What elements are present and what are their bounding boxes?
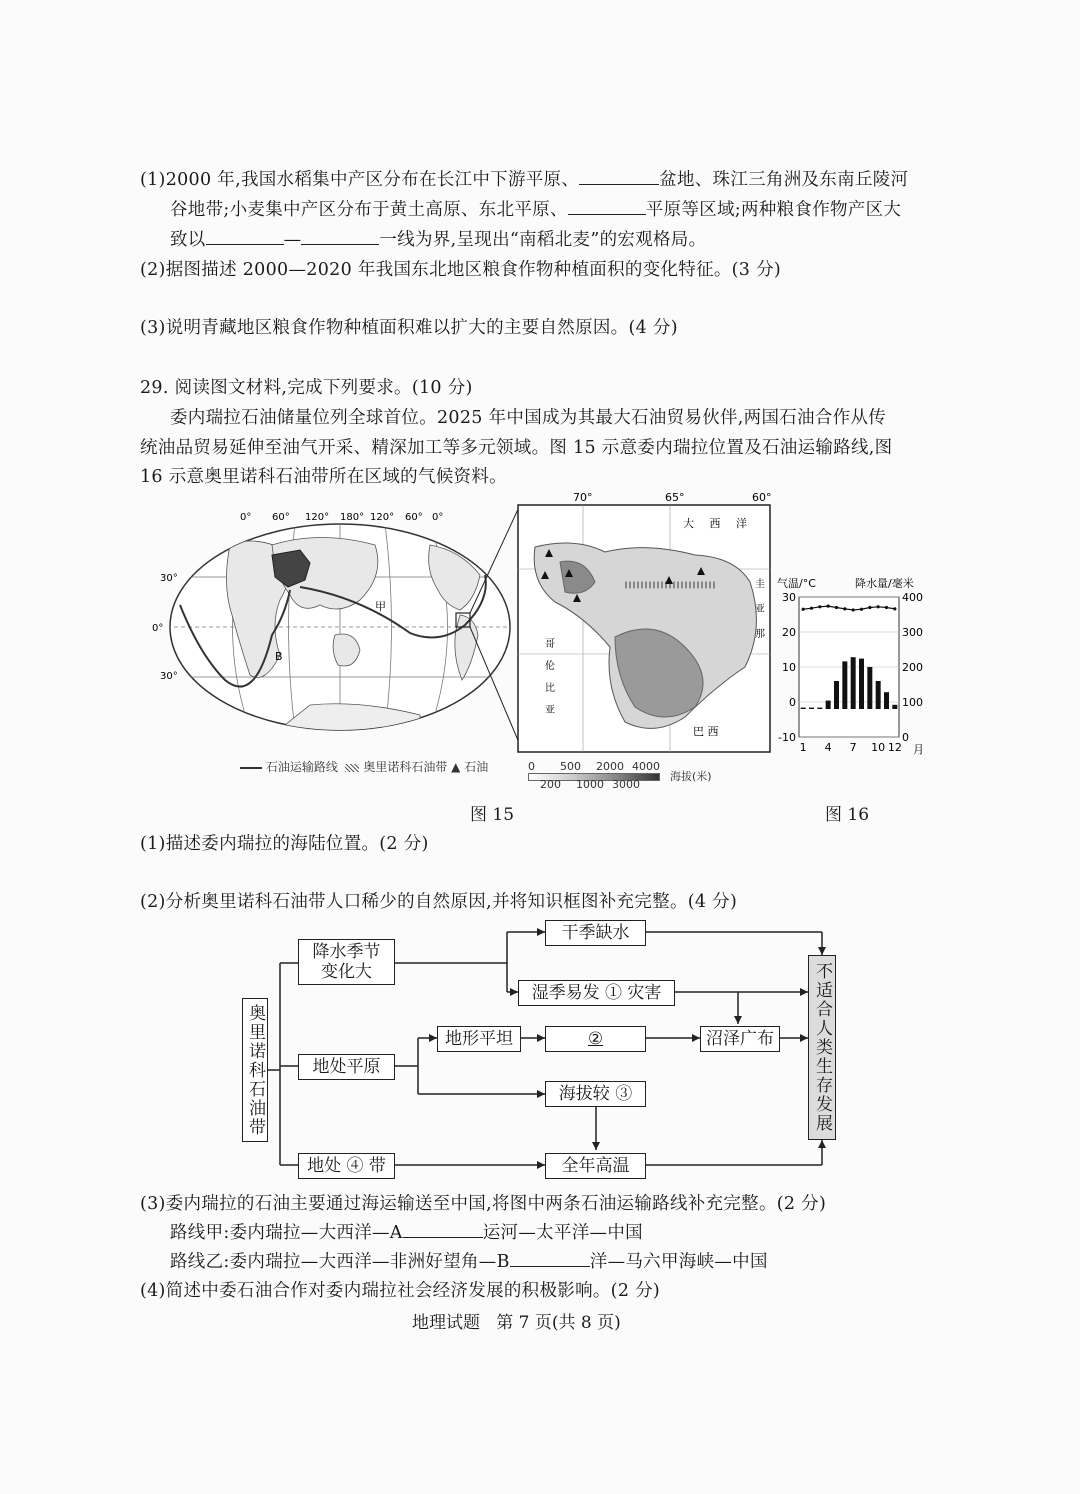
q29-intro-3: 16 示意奥里诺科石油带所在区域的气候资料。: [140, 467, 507, 487]
chart-xtick: 10: [871, 741, 886, 754]
route-label-jia: 甲: [375, 600, 386, 613]
chart-ytick-right: 300: [902, 626, 923, 639]
flow-root: 奥里诺科石油带: [242, 998, 268, 1142]
q28-p1-line1-a: (1)2000 年,我国水稻集中产区分布在长江中下游平原、: [140, 170, 580, 190]
fig15-caption: 图 15: [470, 805, 515, 825]
chart-xtick: 1: [799, 741, 807, 754]
chart-ytick-left: 0: [789, 696, 796, 709]
elevation-unit: 海拔(米): [670, 770, 712, 783]
q28-p3: (3)说明青藏地区粮食作物种植面积难以扩大的主要自然原因。(4 分): [140, 318, 678, 338]
chart-xtick: 12: [887, 741, 902, 754]
chart-ytick-left: 10: [782, 661, 796, 674]
chart-ytick-right: 0: [902, 731, 909, 744]
ocean-label: 大 西 洋: [683, 517, 753, 530]
q28-p1-line3-b: —: [283, 230, 302, 250]
colombia-label: 伦: [545, 661, 555, 672]
q29-q3-route-a: [170, 1219, 643, 1244]
q29-q4: (4)简述中委石油合作对委内瑞拉社会经济发展的积极影响。(2 分): [140, 1281, 661, 1301]
blank[interactable]: [403, 1221, 483, 1238]
q29-q3: (3)委内瑞拉的石油主要通过海运输送至中国,将图中两条石油运输路线补充完整。(2 分): [140, 1194, 827, 1214]
chart-ylabel-left: 气温/°C: [777, 577, 816, 590]
lon-label: 120°: [370, 512, 395, 523]
lon-label: 65°: [665, 491, 685, 504]
chart-ytick-left: 20: [782, 626, 796, 639]
q29-q3-route-b: [170, 1248, 768, 1273]
lon-label: 120°: [305, 512, 330, 523]
chart-ytick-left: -10: [778, 731, 796, 744]
q29-header: 29. 阅读图文材料,完成下列要求。(10 分): [140, 378, 473, 398]
route-label-b: B: [275, 650, 283, 663]
lon-label: 180°: [340, 512, 365, 523]
flow-plain: 地处平原: [298, 1054, 395, 1080]
chart-ytick-right: 100: [902, 696, 923, 709]
colombia-label: 比: [545, 683, 555, 694]
guyana-label: 那: [755, 629, 765, 640]
legend-belt: 奥里诺科石油带: [363, 760, 448, 774]
flow-belt[interactable]: 地处 ④ 带: [298, 1153, 395, 1179]
q28-p1-line1-b: 盆地、珠江三角洲及东南丘陵河: [659, 170, 909, 190]
route-b-text-2: 洋—马六甲海峡—中国: [589, 1252, 768, 1272]
route-a-text-2: 运河—太平洋—中国: [482, 1223, 643, 1243]
legend-oil: 石油: [464, 760, 489, 774]
q29-q1: (1)描述委内瑞拉的海陆位置。(2 分): [140, 834, 429, 854]
page-footer: 地理试题 第 7 页(共 8 页): [412, 1313, 621, 1333]
legend-route: 石油运输路线: [265, 760, 338, 774]
lon-label: 70°: [573, 491, 593, 504]
lat-label: 30°: [160, 573, 178, 584]
route-a-text-1: 路线甲:委内瑞拉—大西洋—A: [170, 1223, 403, 1243]
q28-p1-line2-a: 谷地带;小麦集中产区分布于黄土高原、东北平原、: [170, 200, 568, 220]
chart-ytick-left: 30: [782, 591, 796, 604]
chart-xtick: 4: [824, 741, 832, 754]
q28-p1-line3-a: 致以: [170, 230, 206, 250]
q29-q2: (2)分析奥里诺科石油带人口稀少的自然原因,并将知识框图补充完整。(4 分): [140, 892, 738, 912]
elev-tick: 0: [528, 760, 535, 773]
flow-season-change: 降水季节变化大: [298, 939, 395, 985]
colombia-label: 亚: [545, 705, 555, 716]
flow-flat-terrain: 地形平坦: [437, 1026, 521, 1052]
chart-ylabel-right: 降水量/毫米: [855, 577, 914, 590]
flow-dry-season: 干季缺水: [545, 920, 646, 946]
chart-ytick-right: 400: [902, 591, 923, 604]
flow-swamp: 沼泽广布: [700, 1026, 780, 1052]
flow-result: 不适合人类生存发展: [808, 955, 836, 1140]
oil-legend-icon: ▲: [451, 760, 461, 774]
lat-label: 0°: [152, 623, 164, 634]
elev-tick: 500: [560, 760, 581, 773]
guyana-label: 亚: [755, 604, 765, 615]
chart-ytick-right: 200: [902, 661, 923, 674]
elev-tick: 1000: [576, 778, 604, 791]
elev-tick: 3000: [612, 778, 640, 791]
brazil-label: 巴 西: [693, 725, 719, 738]
q28-p1-line2-b: 平原等区域;两种粮食作物产区大: [645, 200, 902, 220]
lon-label: 60°: [405, 512, 423, 523]
blank[interactable]: [510, 1250, 590, 1267]
q28-p2: (2)据图描述 2000—2020 年我国东北地区粮食作物种植面积的变化特征。(3 分): [140, 260, 782, 280]
elev-tick: 200: [540, 778, 561, 791]
q29-intro-1: 委内瑞拉石油储量位列全球首位。2025 年中国成为其最大石油贸易伙伴,两国石油合作从传: [170, 408, 887, 428]
elev-tick: 2000: [596, 760, 624, 773]
q29-intro-2: 统油品贸易延伸至油气开采、精深加工等多元领域。图 15 示意委内瑞拉位置及石油运输路线,图: [140, 438, 893, 458]
guyana-label: 圭: [755, 579, 765, 590]
lat-label: 30°: [160, 671, 178, 682]
lon-label: 0°: [432, 512, 444, 523]
lon-label: 0°: [240, 512, 252, 523]
route-b-text-1: 路线乙:委内瑞拉—大西洋—非洲好望角—B: [170, 1252, 510, 1272]
fig16-caption: 图 16: [825, 805, 870, 825]
lon-label: 60°: [752, 491, 772, 504]
q28-p1-line3-c: 一线为界,呈现出“南稻北麦”的宏观格局。: [379, 230, 707, 250]
flow-hot: 全年高温: [545, 1153, 646, 1179]
chart-xlabel: 月: [913, 743, 924, 756]
lon-label: 60°: [272, 512, 290, 523]
flow-blank-2[interactable]: ②: [545, 1026, 646, 1052]
flow-elevation[interactable]: 海拔较 ③: [545, 1081, 646, 1107]
flow-wet-season[interactable]: 湿季易发 ① 灾害: [518, 980, 675, 1006]
elev-tick: 4000: [632, 760, 660, 773]
colombia-label: 哥: [545, 639, 555, 650]
chart-xtick: 7: [849, 741, 857, 754]
